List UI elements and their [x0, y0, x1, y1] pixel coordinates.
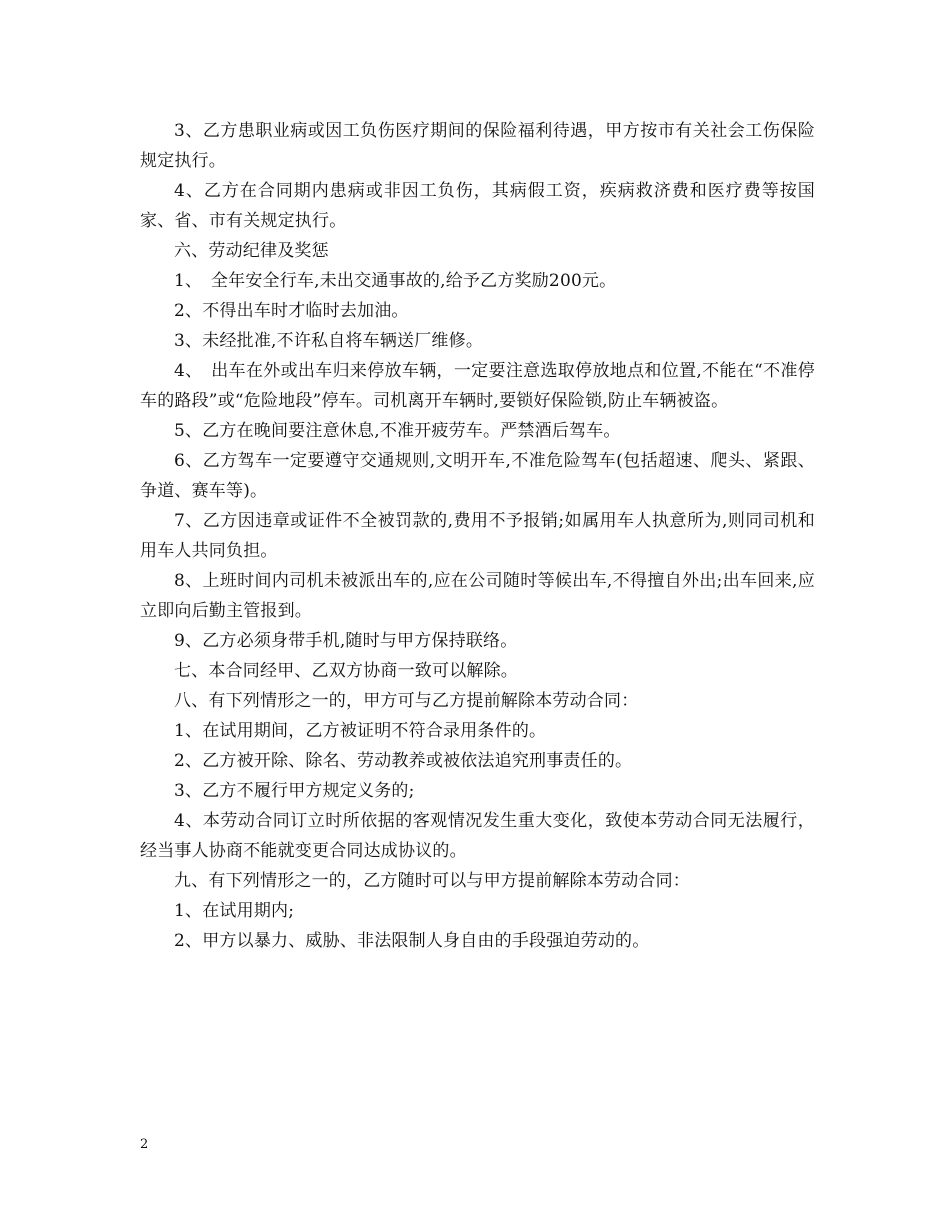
paragraph-clause-6-5: 5、乙方在晚间要注意休息,不准开疲劳车。严禁酒后驾车。	[174, 421, 621, 441]
paragraph-clause-8-2: 2、乙方被开除、除名、劳动教养或被依法追究刑事责任的。	[174, 751, 633, 771]
paragraph-clause-6-3: 3、未经批准,不许私自将车辆送厂维修。	[174, 331, 484, 351]
paragraph-clause-6-9: 9、乙方必须身带手机,随时与甲方保持联络。	[174, 631, 518, 651]
paragraph-clause-8-4: 4、本劳动合同订立时所依据的客观情况发生重大变化，致使本劳动合同无法履行，经当事人协商不能就变更合同达成协议的。	[140, 811, 815, 861]
document-body	[140, 116, 815, 956]
section-heading-labor-discipline: 六、劳动纪律及奖惩	[174, 241, 329, 261]
paragraph-clause-6-7: 7、乙方因违章或证件不全被罚款的,费用不予报销;如属用车人执意所为,则同司机和用车人共同负担。	[140, 511, 815, 561]
paragraph-clause-6-6: 6、乙方驾车一定要遵守交通规则,文明开车,不准危险驾车(包括超速、爬头、紧跟、争道、赛车等)。	[140, 451, 815, 501]
section-heading-employer-termination: 八、有下列情形之一的，甲方可与乙方提前解除本劳动合同：	[174, 691, 639, 711]
paragraph-clause-9-2: 2、甲方以暴力、威胁、非法限制人身自由的手段强迫劳动的。	[174, 931, 650, 951]
paragraph-clause-6-1: 1、 全年安全行车,未出交通事故的,给予乙方奖励200元。	[174, 271, 617, 291]
paragraph-clause-6-8: 8、上班时间内司机未被派出车的,应在公司随时等候出车,不得擅自外出;出车回来,应立即向后勤主管报到。	[140, 571, 815, 621]
paragraph-clause-6-4: 4、 出车在外或出车归来停放车辆，一定要注意选取停放地点和位置,不能在“不准停车的路段”或“危险地段”停车。司机离开车辆时,要锁好保险锁,防止车辆被盗。	[140, 361, 815, 411]
section-heading-employee-termination: 九、有下列情形之一的，乙方随时可以与甲方提前解除本劳动合同：	[174, 871, 690, 891]
section-heading-mutual-termination: 七、本合同经甲、乙双方协商一致可以解除。	[174, 661, 518, 681]
paragraph-clause-5-3: 3、乙方患职业病或因工负伤医疗期间的保险福利待遇，甲方按市有关社会工伤保险规定执行。	[140, 121, 815, 171]
paragraph-clause-6-2: 2、不得出车时才临时去加油。	[174, 301, 409, 321]
paragraph-clause-5-4: 4、乙方在合同期内患病或非因工负伤，其病假工资，疾病救济费和医疗费等按国家、省、市有关规定执行。	[140, 181, 815, 231]
paragraph-clause-9-1: 1、在试用期内;	[174, 901, 295, 921]
paragraph-clause-8-3: 3、乙方不履行甲方规定义务的;	[174, 781, 415, 801]
page-number: 2	[140, 1137, 149, 1152]
paragraph-clause-8-1: 1、在试用期间，乙方被证明不符合录用条件的。	[174, 721, 547, 741]
